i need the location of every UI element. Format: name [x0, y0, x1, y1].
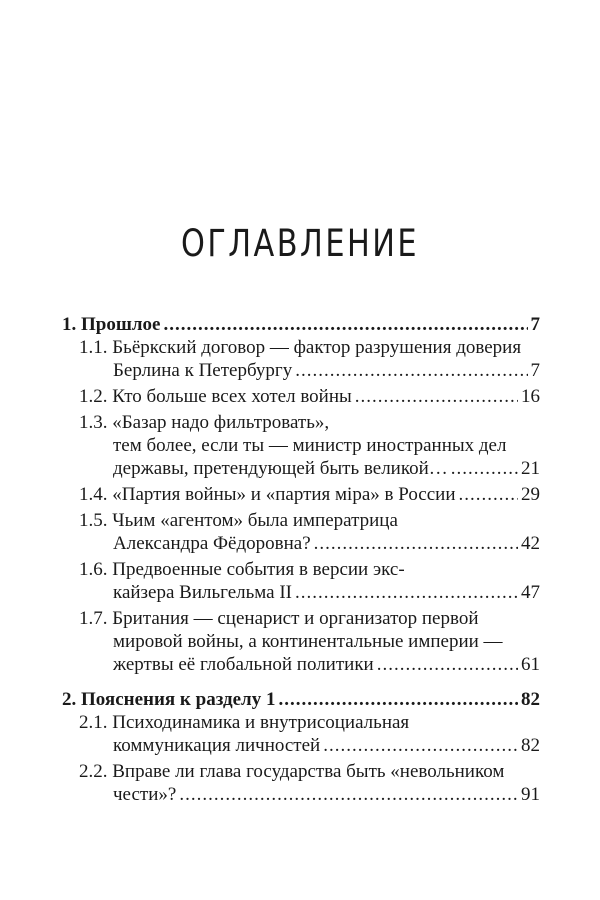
entry-text: державы, претендующей быть великой… [113, 458, 448, 479]
entry-text: 2.2. Вправе ли глава государства быть «невольником [79, 761, 505, 782]
entry-text: жертвы её глобальной политики [113, 654, 374, 675]
page-number: 91 [521, 784, 540, 805]
toc-entry-1-5[interactable] [62, 509, 540, 555]
leader-dots [295, 359, 527, 382]
leader-dots [451, 457, 518, 480]
leader-dots [278, 688, 518, 711]
section-title: 2. Пояснения к разделу 1 [62, 689, 276, 710]
page-number: 21 [521, 458, 540, 479]
section-title: 1. Прошлое [62, 314, 161, 335]
page-title: ОГЛАВЛЕНИЕ [180, 222, 420, 265]
page-number: 7 [530, 360, 540, 381]
toc-entry-1-3[interactable] [62, 411, 540, 480]
leader-dots [295, 581, 518, 604]
entry-text: тем более, если ты — министр иностранных дел [113, 435, 507, 456]
entry-text: 2.1. Психодинамика и внутрисоциальная [79, 712, 410, 733]
toc-entry-1-1[interactable] [62, 336, 540, 382]
toc-section-heading[interactable] [62, 313, 540, 336]
page-number: 47 [521, 582, 540, 603]
toc-entry-2-1[interactable] [62, 711, 540, 757]
page-number: 61 [521, 654, 540, 675]
leader-dots [459, 483, 518, 506]
entry-text: 1.3. «Базар надо фильтровать», [79, 412, 330, 433]
page-number: 7 [530, 314, 540, 335]
toc-section-2 [62, 688, 540, 806]
toc-section-heading[interactable] [62, 688, 540, 711]
leader-dots [377, 653, 518, 676]
entry-text: 1.2. Кто больше всех хотел войны [79, 386, 352, 407]
entry-text: мировой войны, а континентальные империи — [113, 631, 503, 652]
page-number: 16 [521, 386, 540, 407]
page-number: 42 [521, 533, 540, 554]
page-number: 82 [521, 689, 540, 710]
entry-text: Берлина к Петербургу [113, 360, 293, 381]
entry-text: кайзера Вильгельма II [113, 582, 293, 603]
entry-text: чести»? [113, 784, 177, 805]
entry-text: коммуникация личностей [113, 735, 321, 756]
entry-text: 1.1. Бьёркский договор — фактор разрушения доверия [79, 337, 522, 358]
page-number: 29 [521, 484, 540, 505]
entry-text: Александра Фёдоровна? [113, 533, 311, 554]
entry-text: 1.7. Британия — сценарист и организатор первой [79, 608, 479, 629]
toc-entry-1-6[interactable] [62, 558, 540, 604]
toc-section-1 [62, 313, 540, 676]
toc-entry-1-2[interactable] [62, 385, 540, 408]
leader-dots [314, 532, 518, 555]
leader-dots [355, 385, 518, 408]
leader-dots [323, 734, 518, 757]
table-of-contents [62, 313, 540, 818]
entry-text: 1.4. «Партия войны» и «партия міра» в России [79, 484, 456, 505]
toc-entry-1-4[interactable] [62, 483, 540, 506]
page-number: 82 [521, 735, 540, 756]
toc-entry-2-2[interactable] [62, 760, 540, 806]
entry-text: 1.5. Чьим «агентом» была императрица [79, 510, 398, 531]
leader-dots [179, 783, 518, 806]
toc-entry-1-7[interactable] [62, 607, 540, 676]
entry-text: 1.6. Предвоенные события в версии экс- [79, 559, 405, 580]
leader-dots [163, 313, 527, 336]
